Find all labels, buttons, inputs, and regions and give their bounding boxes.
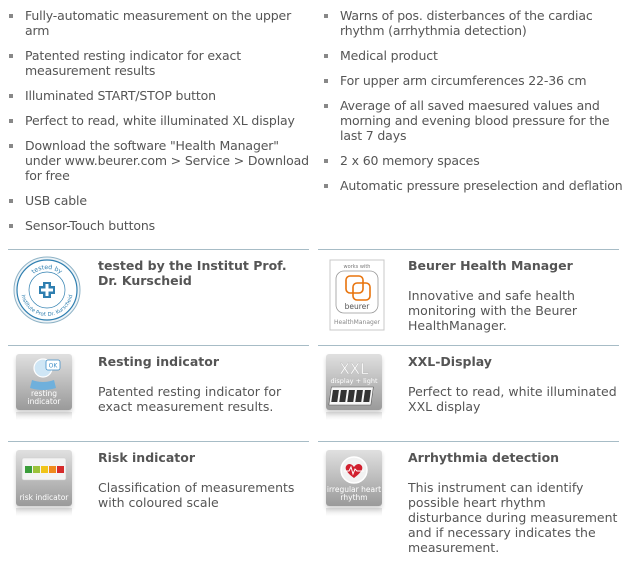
- bullet-item: Average of all saved maesured values and morning and evening blood pressure for the last 7 days: [323, 98, 627, 143]
- feature-xxl-display: [318, 345, 619, 436]
- feature-title: Risk indicator: [98, 450, 196, 465]
- feature-list-left: [8, 8, 318, 243]
- tile-caption: irregular heart rhythm: [326, 485, 382, 502]
- feature-tested: [8, 249, 309, 340]
- tile-caption: risk indicator: [19, 493, 69, 502]
- risk-scale-segment: [25, 466, 32, 473]
- risk-scale-segment: [49, 466, 56, 473]
- tile-caption: resting indicator: [27, 389, 61, 406]
- feature-title: tested by the Institut Prof. Dr. Kurscheid: [98, 258, 287, 288]
- feature-description: Perfect to read, white illuminated XXL display: [408, 384, 617, 414]
- risk-scale-segment: [33, 466, 40, 473]
- seal-bottom-text: Institute Prof. Dr. Kurscheid: [19, 294, 75, 319]
- bullet-item: USB cable: [8, 193, 318, 208]
- badge-bottom-text: HealthManager: [333, 319, 381, 326]
- feature-description: Classification of measurements with coloured scale: [98, 480, 295, 510]
- bullet-item: Illuminated START/STOP button: [8, 88, 318, 103]
- bullet-item: Perfect to read, white illuminated XL display: [8, 113, 318, 128]
- feature-arrhythmia-detection: [318, 441, 619, 563]
- badge-top-text: works with: [343, 264, 371, 270]
- seal-top-text: tested by: [30, 263, 64, 276]
- xxl-display-icon: [326, 354, 388, 416]
- bullet-item: Download the software "Health Manager" under www.beurer.com > Service > Download for free: [8, 138, 318, 183]
- bullet-item: 2 x 60 memory spaces: [323, 153, 627, 168]
- feature-title: Resting indicator: [98, 354, 219, 369]
- xxl-text: XXL: [339, 360, 369, 378]
- feature-title: Arrhythmia detection: [408, 450, 560, 465]
- feature-list-right: [323, 8, 627, 203]
- bullet-item: Fully-automatic measurement on the upper arm: [8, 8, 318, 38]
- bullet-item: For upper arm circumferences 22-36 cm: [323, 73, 627, 88]
- feature-resting-indicator: [8, 345, 309, 436]
- risk-scale-segment: [57, 466, 64, 473]
- risk-scale-segment: [41, 466, 48, 473]
- bullet-item: Patented resting indicator for exact measurement results: [8, 48, 318, 78]
- resting-indicator-icon: [16, 354, 78, 416]
- bullet-item: Sensor-Touch buttons: [8, 218, 318, 233]
- bullet-item: Medical product: [323, 48, 627, 63]
- bullet-item: Automatic pressure preselection and deflation: [323, 178, 627, 193]
- feature-description: Innovative and safe health monitoring with the Beurer HealthManager.: [408, 288, 578, 333]
- feature-description: This instrument can identify possible heart rhythm disturbance during measurement and if necessary indicates the measurement.: [408, 480, 618, 555]
- feature-title: XXL-Display: [408, 354, 492, 369]
- risk-indicator-icon: [16, 450, 78, 512]
- feature-title: Beurer Health Manager: [408, 258, 573, 273]
- bullet-item: Warns of pos. disterbances of the cardiac rhythm (arrhythmia detection): [323, 8, 627, 38]
- health-manager-icon: [326, 258, 388, 326]
- xxl-sub-text: display + light: [330, 377, 378, 385]
- badge-brand-text: beurer: [344, 302, 370, 311]
- feature-description: Patented resting indicator for exact measurement results.: [98, 384, 282, 414]
- ok-text: OK: [48, 362, 58, 370]
- heart-rhythm-icon: [326, 450, 388, 512]
- feature-health-manager: [318, 249, 619, 340]
- feature-risk-indicator: [8, 441, 309, 532]
- test-seal-icon: [16, 258, 78, 320]
